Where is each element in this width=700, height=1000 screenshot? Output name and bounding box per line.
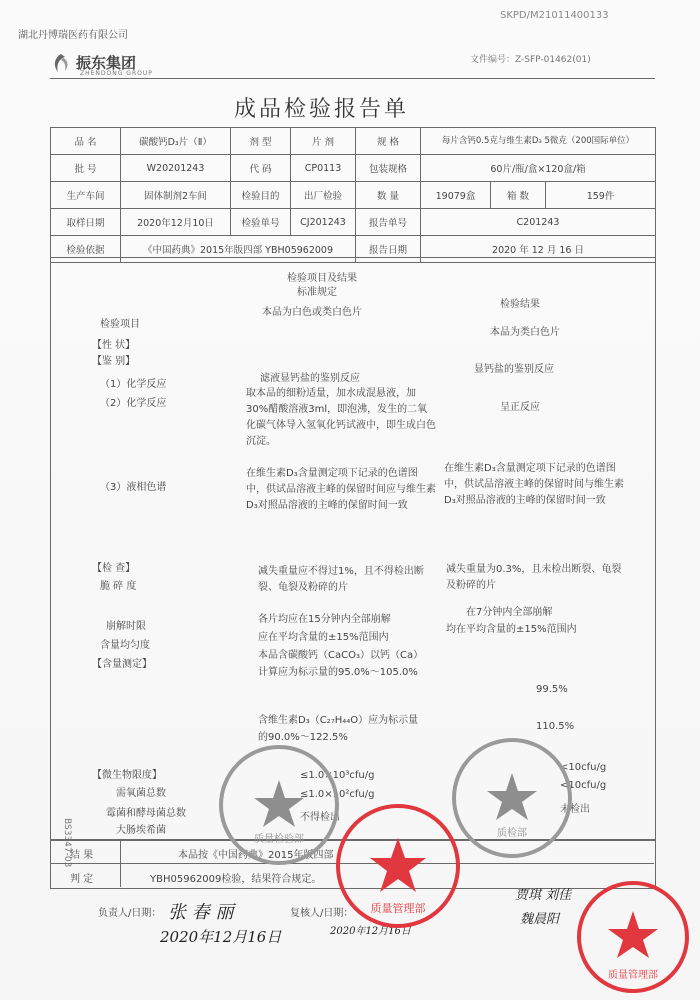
value-spec: 每片含钙0.5克与维生素D₃ 5微克（200国际单位） [421, 128, 656, 155]
red-seal-quality [332, 800, 464, 932]
std-assay-ca: 本品含碳酸钙（CaCO₃）以钙（Ca）计算应为标示量的95.0%～105.0% [258, 650, 424, 678]
label-purpose: 检验目的 [231, 182, 291, 209]
header-divider [50, 78, 655, 79]
value-report-no: C201243 [421, 209, 656, 236]
item-identification: 【鉴 别】 [92, 356, 136, 367]
side-code: BS3347-03 [62, 818, 72, 868]
std-chem2: 取本品的细粉适量，加水成混悬液，加30%醋酸溶液3ml，即泡沸，发生的二氧化碳气体导入氢氧化钙试液中，即生成白色沉淀。 [246, 388, 436, 447]
item-uniformity: 含量均匀度 [100, 640, 150, 651]
item-chem1: （1）化学反应 [100, 379, 167, 390]
result-assay-ca: 99.5% [536, 684, 568, 695]
value-basis: 《中国药典》2015年版四部 YBH05962009 [121, 236, 356, 263]
responsible-date: 2020年12月16日 [160, 928, 282, 946]
label-workshop: 生产车间 [51, 182, 121, 209]
report-title: 成品检验报告单 [234, 97, 410, 122]
item-aerobic: 需氧菌总数 [116, 788, 166, 799]
reviewer-date: 2020年12月16日 [330, 926, 411, 937]
conclusion-col-divider [120, 839, 121, 887]
result-friability: 减失重量为0.3%，且未检出断裂、龟裂及粉碎的片 [446, 564, 622, 591]
label-quantity: 数 量 [356, 182, 421, 209]
conclusion-label: 结 果 [70, 850, 94, 861]
judge-label: 判 定 [70, 874, 94, 885]
std-uniformity: 应在平均含量的±15%范围内 [258, 632, 389, 643]
label-test-no: 检验单号 [231, 209, 291, 236]
value-name: 碳酸钙D₃片（Ⅱ） [121, 128, 231, 155]
item-mold: 霉菌和酵母菌总数 [106, 808, 186, 819]
responsible-signature: 张 春 丽 [168, 902, 234, 923]
company-name: 湖北丹博瑞医药有限公司 [18, 30, 128, 41]
result-assay-d3: 110.5% [536, 721, 575, 732]
col-result-header: 检验结果 [500, 299, 540, 310]
conclusion-text: 本品按《中国药典》2015年版四部 [178, 850, 334, 861]
label-batch: 批 号 [51, 155, 121, 182]
item-microbial: 【微生物限度】 [92, 770, 162, 781]
std-disintegration: 各片均应在15分钟内全部崩解 [258, 614, 391, 625]
info-row [51, 182, 656, 209]
logo-icon [50, 52, 72, 74]
item-hplc: （3）液相色谱 [100, 482, 167, 493]
inspector-signature: 贾琪 刘佳 [515, 888, 572, 903]
value-sample-date: 2020年12月10日 [121, 209, 231, 236]
value-batch: W20201243 [121, 155, 231, 182]
file-number: 文件编号：Z-SFP-01462(01) [470, 55, 591, 65]
result-disintegration: 在7分钟内全部崩解 [466, 607, 553, 618]
svg-text:质量管理部: 质量管理部 [608, 970, 658, 981]
info-row [51, 128, 656, 155]
col-item-header: 检验项目 [100, 319, 140, 330]
label-package: 包装规格 [356, 155, 421, 182]
label-name: 品 名 [51, 128, 121, 155]
label-dosage: 剂 型 [231, 128, 291, 155]
result-chem1: 显钙盐的鉴别反应 [474, 364, 554, 375]
gray-seal-1 [214, 740, 344, 870]
item-appearance: 【性 状】 [92, 340, 136, 351]
value-package: 60片/瓶/盒×120盒/箱 [421, 155, 656, 182]
svg-text:质检部: 质检部 [497, 828, 527, 839]
std-assay-d3: 含维生素D₃（C₂₇H₄₄O）应为标示量的90.0%～122.5% [258, 715, 419, 743]
result-uniformity: 均在平均含量的±15%范围内 [446, 624, 577, 635]
value-report-date: 2020 年 12 月 16 日 [421, 236, 656, 263]
value-workshop: 固体制剂2车间 [121, 182, 231, 209]
judge-text: YBH05962009检验，结果符合规定。 [150, 874, 322, 885]
result-chem2: 呈正反应 [500, 402, 540, 413]
value-code: CP0113 [291, 155, 356, 182]
item-assay: 【含量测定】 [92, 659, 152, 670]
std-friability: 减失重量应不得过1%，且不得检出断裂、龟裂及粉碎的片 [258, 566, 424, 593]
label-report-no: 报告单号 [356, 209, 421, 236]
info-row [51, 155, 656, 182]
red-seal-2 [572, 876, 694, 998]
label-sample-date: 取样日期 [51, 209, 121, 236]
result-appearance: 本品为类白色片 [490, 327, 560, 338]
col-std-header: 标准规定 [297, 287, 337, 298]
std-appearance: 本品为白色或类白色片 [262, 307, 362, 318]
label-cases: 箱 数 [491, 182, 546, 209]
logo-subtext: ZHENDONG GROUP [80, 70, 153, 77]
document-code: SKPD/M21011400133 [500, 10, 609, 21]
responsible-label: 负责人/日期： [98, 908, 162, 919]
result-ecoli: 未检出 [560, 804, 590, 815]
item-disintegration: 崩解时限 [106, 621, 146, 632]
gray-seal-2 [446, 732, 578, 864]
item-check: 【检 查】 [92, 563, 136, 574]
result-aerobic: <10cfu/g [560, 762, 607, 773]
value-cases: 159件 [546, 182, 656, 209]
logo-text: 振东集团 [76, 54, 137, 72]
value-purpose: 出厂检验 [291, 182, 356, 209]
result-hplc: 在维生素D₃含量测定项下记录的色谱图中，供试品溶液主峰的保留时间与维生素D₃对照品溶液的主峰的保留时间一致 [444, 463, 624, 506]
label-code: 代 码 [231, 155, 291, 182]
section-title: 检验项目及结果 [287, 273, 357, 284]
std-chem1: 滤液显钙盐的鉴别反应 [260, 373, 360, 384]
reviewer-label: 复核人/日期： [290, 908, 354, 919]
std-mold: ≤1.0×10²cfu/g [300, 789, 375, 800]
label-basis: 检验依据 [51, 236, 121, 263]
std-hplc: 在维生素D₃含量测定项下记录的色谱图中，供试品溶液主峰的保留时间应与维生素D₃对照品溶液的主峰的保留时间一致 [246, 468, 436, 511]
company-logo [50, 52, 72, 78]
svg-text:质量检验部: 质量检验部 [254, 834, 304, 845]
label-report-date: 报告日期 [356, 236, 421, 263]
result-mold: <10cfu/g [560, 780, 607, 791]
item-ecoli: 大肠埃希菌 [116, 825, 166, 836]
info-row [51, 209, 656, 236]
inspector-signature-2: 魏晨阳 [520, 912, 560, 927]
info-table [50, 127, 656, 263]
item-friability: 脆 碎 度 [100, 581, 137, 592]
value-quantity: 19079盒 [421, 182, 491, 209]
value-test-no: CJ201243 [291, 209, 356, 236]
std-aerobic: ≤1.0×10³cfu/g [300, 770, 375, 781]
std-ecoli: 不得检出 [300, 812, 340, 823]
item-chem2: （2）化学反应 [100, 398, 167, 409]
value-dosage: 片 剂 [291, 128, 356, 155]
label-spec: 规 格 [356, 128, 421, 155]
svg-text:质量管理部: 质量管理部 [370, 902, 426, 915]
